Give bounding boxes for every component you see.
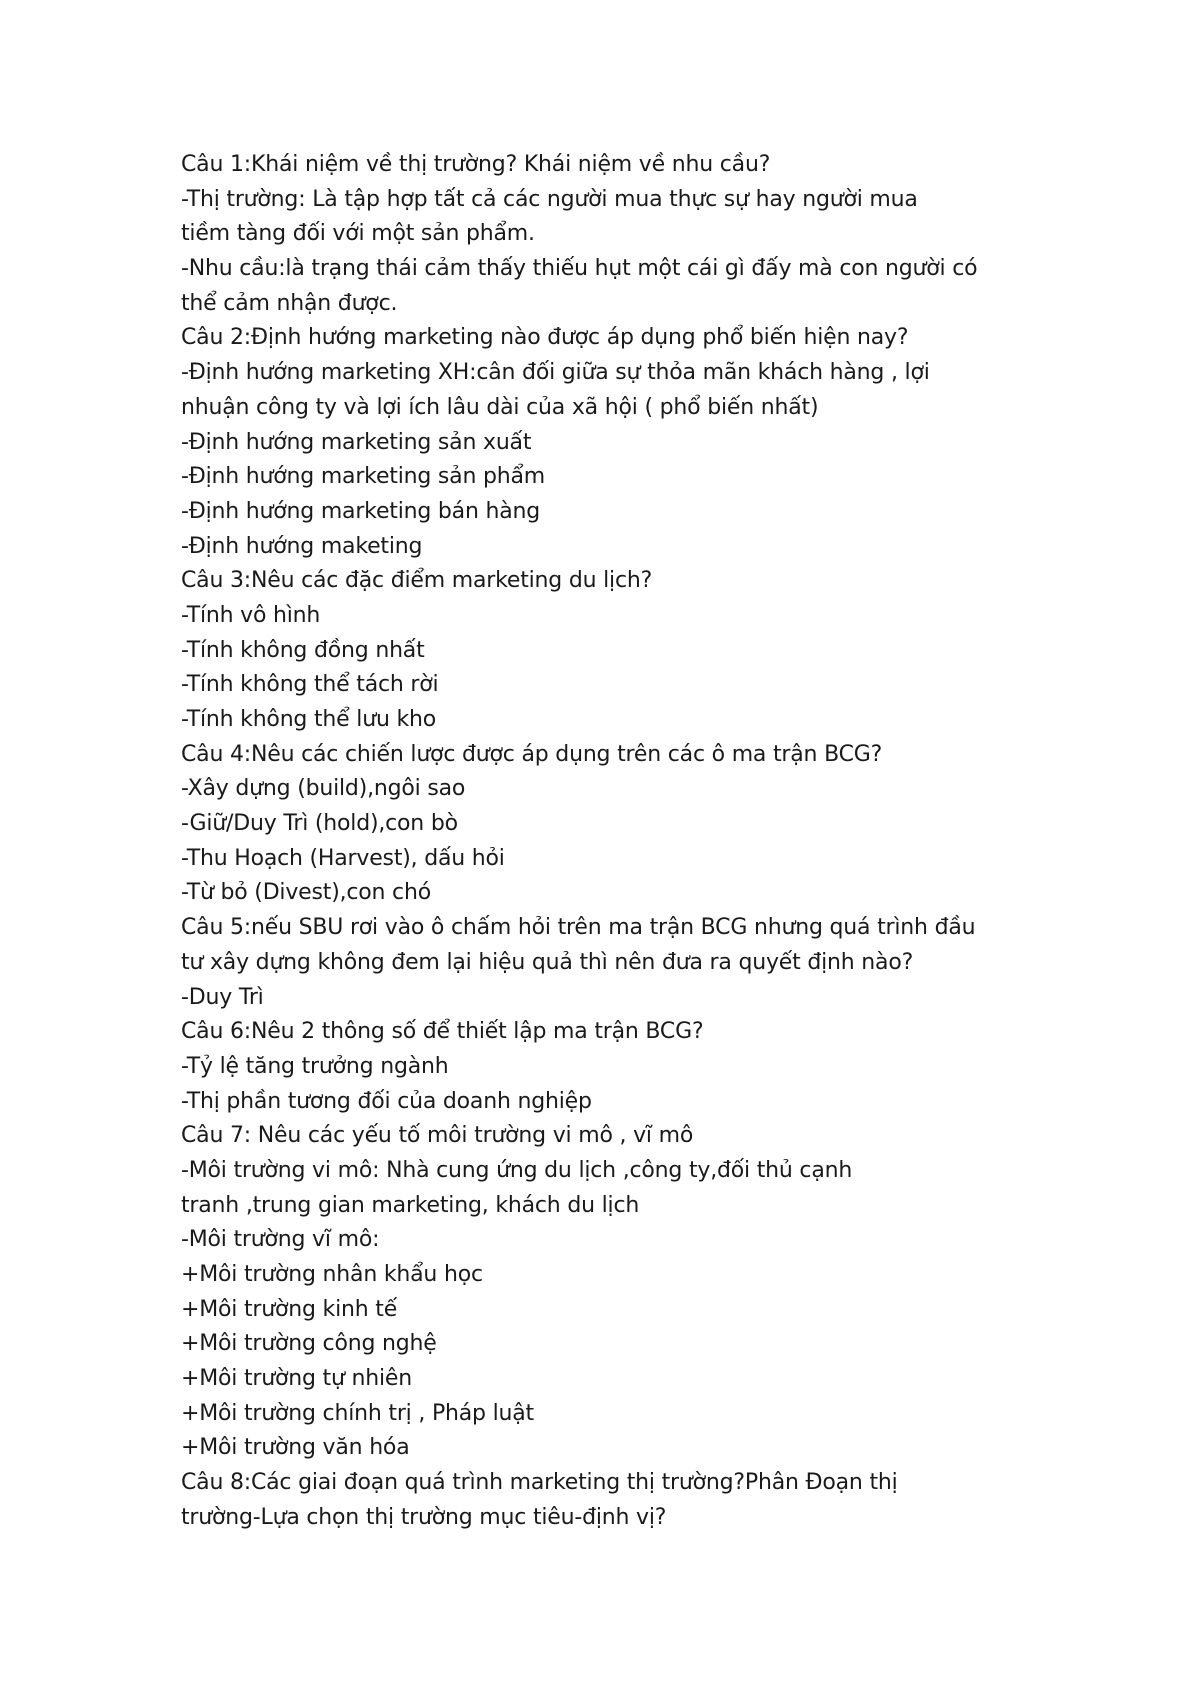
text-line: Câu 1:Khái niệm về thị trường? Khái niệm về nhu cầu?: [181, 152, 771, 177]
text-line: -Định hướng maketing: [181, 533, 423, 559]
document-text: [181, 148, 1041, 1536]
text-line: Câu 3:Nêu các đặc điểm marketing du lịch?: [181, 568, 653, 594]
text-line: tranh ,trung gian marketing, khách du lịch: [181, 1192, 640, 1218]
text-line: -Nhu cầu:là trạng thái cảm thấy thiếu hụt một cái gì đấy mà con người có: [181, 256, 978, 282]
text-line: trường-Lựa chọn thị trường mục tiêu-định vị?: [181, 1504, 667, 1530]
text-line: -Định hướng marketing sản phẩm: [181, 464, 546, 490]
text-line: -Tính không thể tách rời: [181, 672, 439, 698]
text-line: -Tính không thể lưu kho: [181, 707, 437, 732]
text-line: -Duy Trì: [181, 984, 264, 1010]
text-line: Câu 4:Nêu các chiến lược được áp dụng trên các ô ma trận BCG?: [181, 741, 883, 767]
text-line: Câu 6:Nêu 2 thông số để thiết lập ma trận BCG?: [181, 1019, 704, 1045]
text-line: +Môi trường nhân khẩu học: [181, 1262, 483, 1287]
text-line: -Môi trường vi mô: Nhà cung ứng du lịch ,công ty,đối thủ cạnh: [181, 1157, 853, 1183]
text-line: tiềm tàng đối với một sản phẩm.: [181, 221, 535, 247]
text-line: -Xây dựng (build),ngôi sao: [181, 776, 466, 802]
text-line: +Môi trường chính trị , Pháp luật: [181, 1400, 534, 1426]
text-line: +Môi trường công nghệ: [181, 1331, 437, 1357]
text-line: -Định hướng marketing bán hàng: [181, 498, 541, 524]
text-line: -Tính vô hình: [181, 602, 321, 628]
text-line: +Môi trường kinh tế: [181, 1296, 398, 1322]
text-line: -Thị phần tương đối của doanh nghiệp: [181, 1088, 592, 1114]
text-line: nhuận công ty và lợi ích lâu dài của xã hội ( phổ biến nhất): [181, 394, 819, 420]
text-line: -Thị trường: Là tập hợp tất cả các người mua thực sự hay người mua: [181, 186, 918, 212]
text-line: Câu 2:Định hướng marketing nào được áp dụng phổ biến hiện nay?: [181, 325, 909, 351]
text-line: -Từ bỏ (Divest),con chó: [181, 880, 431, 906]
text-line: +Môi trường tự nhiên: [181, 1366, 412, 1392]
text-line: tư xây dựng không đem lại hiệu quả thì nên đưa ra quyết định nào?: [181, 949, 914, 975]
text-line: Câu 8:Các giai đoạn quá trình marketing thị trường?Phân Đoạn thị: [181, 1470, 898, 1496]
text-line: +Môi trường văn hóa: [181, 1435, 410, 1461]
text-line: Câu 7: Nêu các yếu tố môi trường vi mô , vĩ mô: [181, 1123, 694, 1149]
text-line: -Giữ/Duy Trì (hold),con bò: [181, 811, 458, 837]
text-line: thể cảm nhận được.: [181, 290, 398, 316]
text-line: -Tính không đồng nhất: [181, 637, 425, 663]
text-line: Câu 5:nếu SBU rơi vào ô chấm hỏi trên ma trận BCG nhưng quá trình đầu: [181, 915, 976, 941]
text-line: -Thu Hoạch (Harvest), dấu hỏi: [181, 845, 505, 871]
text-line: -Định hướng marketing sản xuất: [181, 429, 532, 455]
text-line: -Môi trường vĩ mô:: [181, 1227, 380, 1253]
text-line: -Tỷ lệ tăng trưởng ngành: [181, 1053, 449, 1079]
text-line: -Định hướng marketing XH:cân đối giữa sự thỏa mãn khách hàng , lợi: [181, 360, 930, 386]
